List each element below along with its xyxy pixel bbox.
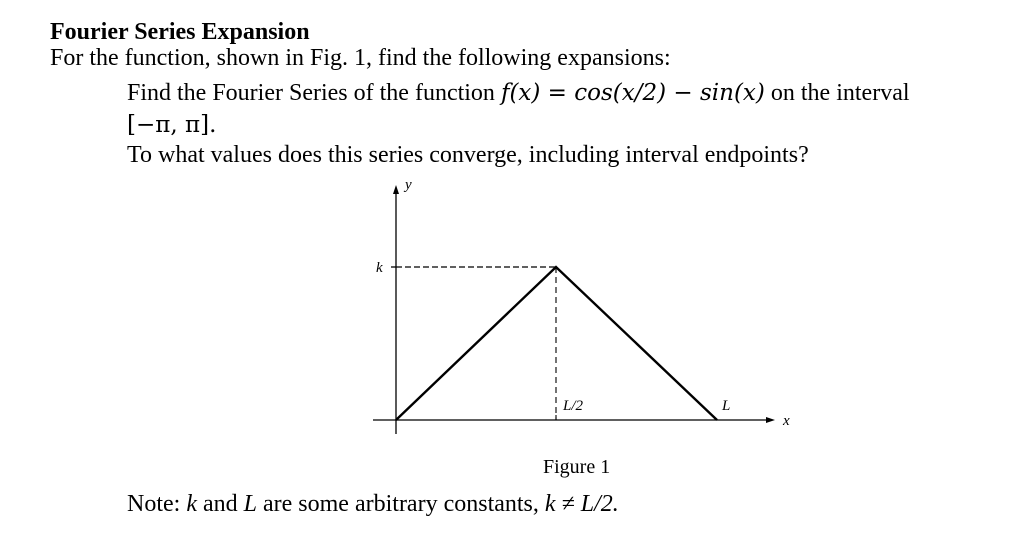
note-L: L bbox=[243, 491, 257, 517]
y-axis-arrow bbox=[393, 185, 399, 194]
heading: Fourier Series Expansion bbox=[50, 19, 310, 45]
y-axis-label: y bbox=[405, 177, 412, 193]
figure-caption: Figure 1 bbox=[543, 456, 611, 478]
note-k: k bbox=[186, 491, 197, 517]
question-1-interval bbox=[127, 111, 216, 139]
interval-expression: [−π, π]. bbox=[127, 112, 217, 138]
x-axis-label: x bbox=[783, 413, 790, 429]
intro-text: For the function, shown in Fig. 1, find the following expansions: bbox=[50, 45, 671, 71]
note-and: and bbox=[196, 491, 244, 517]
function-expression: f(x) = cos(x/2) − sin(x) bbox=[500, 80, 765, 106]
mid-label: L/2 bbox=[563, 398, 584, 414]
figure-1-graph bbox=[360, 172, 800, 440]
question-1 bbox=[127, 79, 910, 107]
note-prefix: Note: bbox=[127, 491, 187, 517]
note-condition: k ≠ L/2. bbox=[544, 491, 619, 517]
question-2: To what values does this series converge, including interval endpoints? bbox=[127, 142, 809, 168]
question-1-suffix: on the interval bbox=[764, 80, 910, 106]
k-label: k bbox=[376, 260, 383, 276]
end-label: L bbox=[722, 398, 731, 414]
note-middle: are some arbitrary constants, bbox=[257, 491, 545, 517]
note bbox=[127, 490, 619, 518]
x-axis-arrow bbox=[766, 417, 775, 423]
question-1-prefix: Find the Fourier Series of the function bbox=[127, 80, 501, 106]
